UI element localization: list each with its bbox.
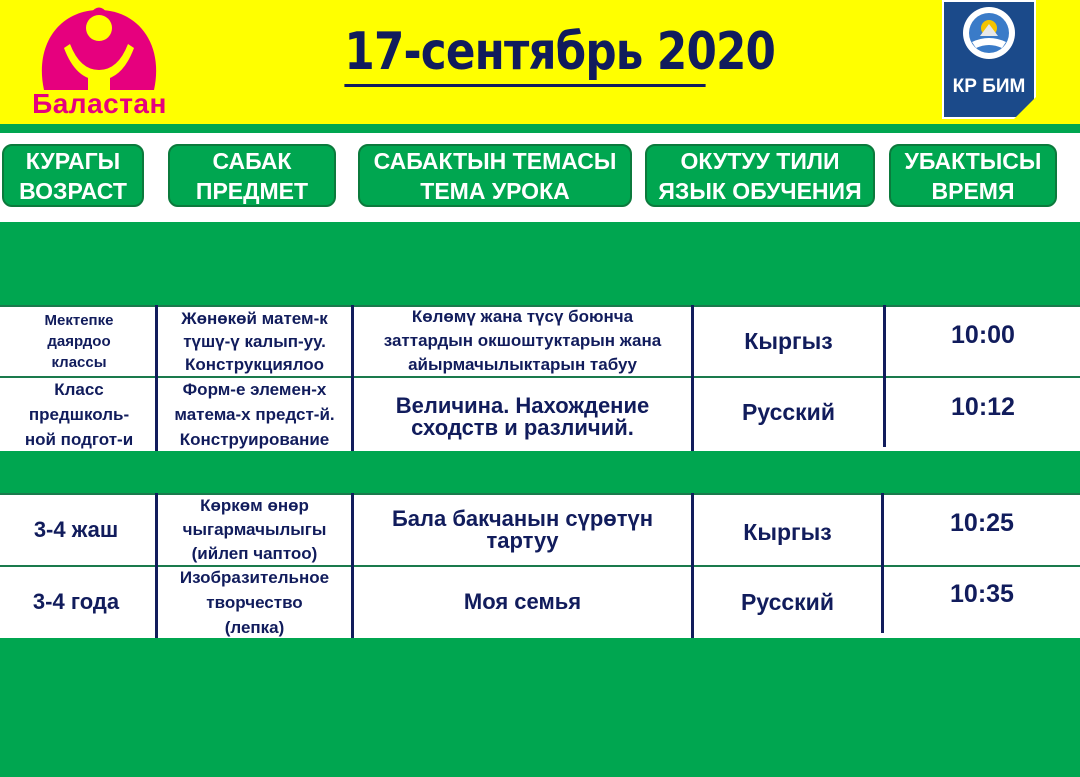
age-line: Мектепке xyxy=(44,311,114,329)
table-row xyxy=(0,493,1080,566)
top-banner xyxy=(0,0,1080,124)
subject-line: Көркөм өнөр xyxy=(200,495,309,515)
header-language-ky: ОКУТУУ ТИЛИ xyxy=(680,147,840,174)
header-time xyxy=(889,144,1057,207)
topic-line: сходств и различий. xyxy=(411,415,634,440)
subject-line: Изобразительное xyxy=(179,567,330,587)
badge-fold xyxy=(1014,97,1036,119)
cell-time: 10:25 xyxy=(950,509,1014,537)
cell-topic xyxy=(354,377,691,451)
subject-line: Жөнөкөй матем-к xyxy=(181,308,328,328)
header-age-ru: ВОЗРАСТ xyxy=(19,177,127,204)
table-row xyxy=(0,566,1080,638)
cell-language: Русский xyxy=(742,399,835,425)
table-row xyxy=(0,377,1080,451)
schedule-block-school-prep xyxy=(0,305,1080,451)
header-topic xyxy=(358,144,632,207)
subject-line: Конструкциялоо xyxy=(184,354,325,374)
header-topic-ky: САБАКТЫН ТЕМАСЫ xyxy=(373,147,617,174)
subject-line: творчество xyxy=(206,592,303,612)
topic-line: Величина. Нахождение xyxy=(395,393,650,418)
cell-topic xyxy=(354,305,691,377)
age-line: ной подгот-и xyxy=(24,430,134,449)
header-language xyxy=(645,144,875,207)
subject-line: Конструирование xyxy=(179,430,330,449)
age-line: даярдоо xyxy=(47,332,111,350)
subject-line: (лепка) xyxy=(224,617,285,637)
cell-time: 10:00 xyxy=(951,321,1015,349)
cell-language: Кыргыз xyxy=(743,519,832,545)
balastan-logo-icon xyxy=(30,4,168,90)
cell-subject xyxy=(158,493,351,566)
cell-time: 10:12 xyxy=(951,393,1015,421)
table-row xyxy=(0,305,1080,377)
header-time-ru: ВРЕМЯ xyxy=(931,177,1015,204)
header-subject xyxy=(168,144,336,207)
kr-bim-badge xyxy=(942,0,1036,119)
schedule-block-3-4 xyxy=(0,493,1080,638)
cell-topic: Моя семья xyxy=(463,589,582,614)
header-topic-ru: ТЕМА УРОКА xyxy=(420,177,570,204)
topic-line: заттардын окшоштуктарын жана xyxy=(383,331,662,350)
header-age xyxy=(2,144,144,207)
header-subject-ru: ПРЕДМЕТ xyxy=(195,177,309,204)
cell-subject xyxy=(158,566,351,638)
subject-line: чыгармачылыгы xyxy=(182,519,327,539)
kyrgyz-emblem-icon xyxy=(962,6,1016,60)
age-line: Класс xyxy=(54,380,104,399)
topic-line: айырмачылыктарын табуу xyxy=(408,355,637,374)
topic-line: тартуу xyxy=(486,527,559,553)
cell-time: 10:35 xyxy=(950,580,1014,608)
age-line: предшколь- xyxy=(28,405,130,424)
cell-subject xyxy=(158,377,351,451)
header-language-ru: ЯЗЫК ОБУЧЕНИЯ xyxy=(658,177,862,204)
age-line: классы xyxy=(51,353,107,371)
header-age-ky: КУРАГЫ xyxy=(25,147,121,174)
cell-language: Кыргыз xyxy=(744,327,833,354)
column-header-row xyxy=(0,133,1080,222)
balastan-logo xyxy=(22,4,177,120)
cell-age xyxy=(0,305,158,377)
divider-band xyxy=(0,124,1080,133)
header-subject-ky: САБАК xyxy=(212,147,292,174)
topic-line: Бала бакчанын сүрөтүн xyxy=(391,505,654,531)
subject-line: матема-х предст-й. xyxy=(174,405,335,424)
cell-age: 3-4 жаш xyxy=(33,516,119,542)
subject-line: Форм-е элемен-х xyxy=(182,380,327,399)
cell-subject xyxy=(158,305,351,377)
header-time-ky: УБАКТЫСЫ xyxy=(904,147,1042,174)
cell-topic xyxy=(354,493,691,566)
balastan-logo-text: Баластан xyxy=(32,88,167,119)
topic-line: Көлөмү жана түсү боюнча xyxy=(411,307,634,326)
cell-age: 3-4 года xyxy=(32,589,120,614)
cell-age xyxy=(0,377,158,451)
page-title: 17-сентябрь 2020 xyxy=(344,20,705,87)
cell-language: Русский xyxy=(741,588,834,615)
kr-bim-label: КР БИМ xyxy=(952,76,1026,97)
subject-line: түшү-ү калып-уу. xyxy=(183,331,326,351)
subject-line: (ийлеп чаптоо) xyxy=(191,543,318,563)
